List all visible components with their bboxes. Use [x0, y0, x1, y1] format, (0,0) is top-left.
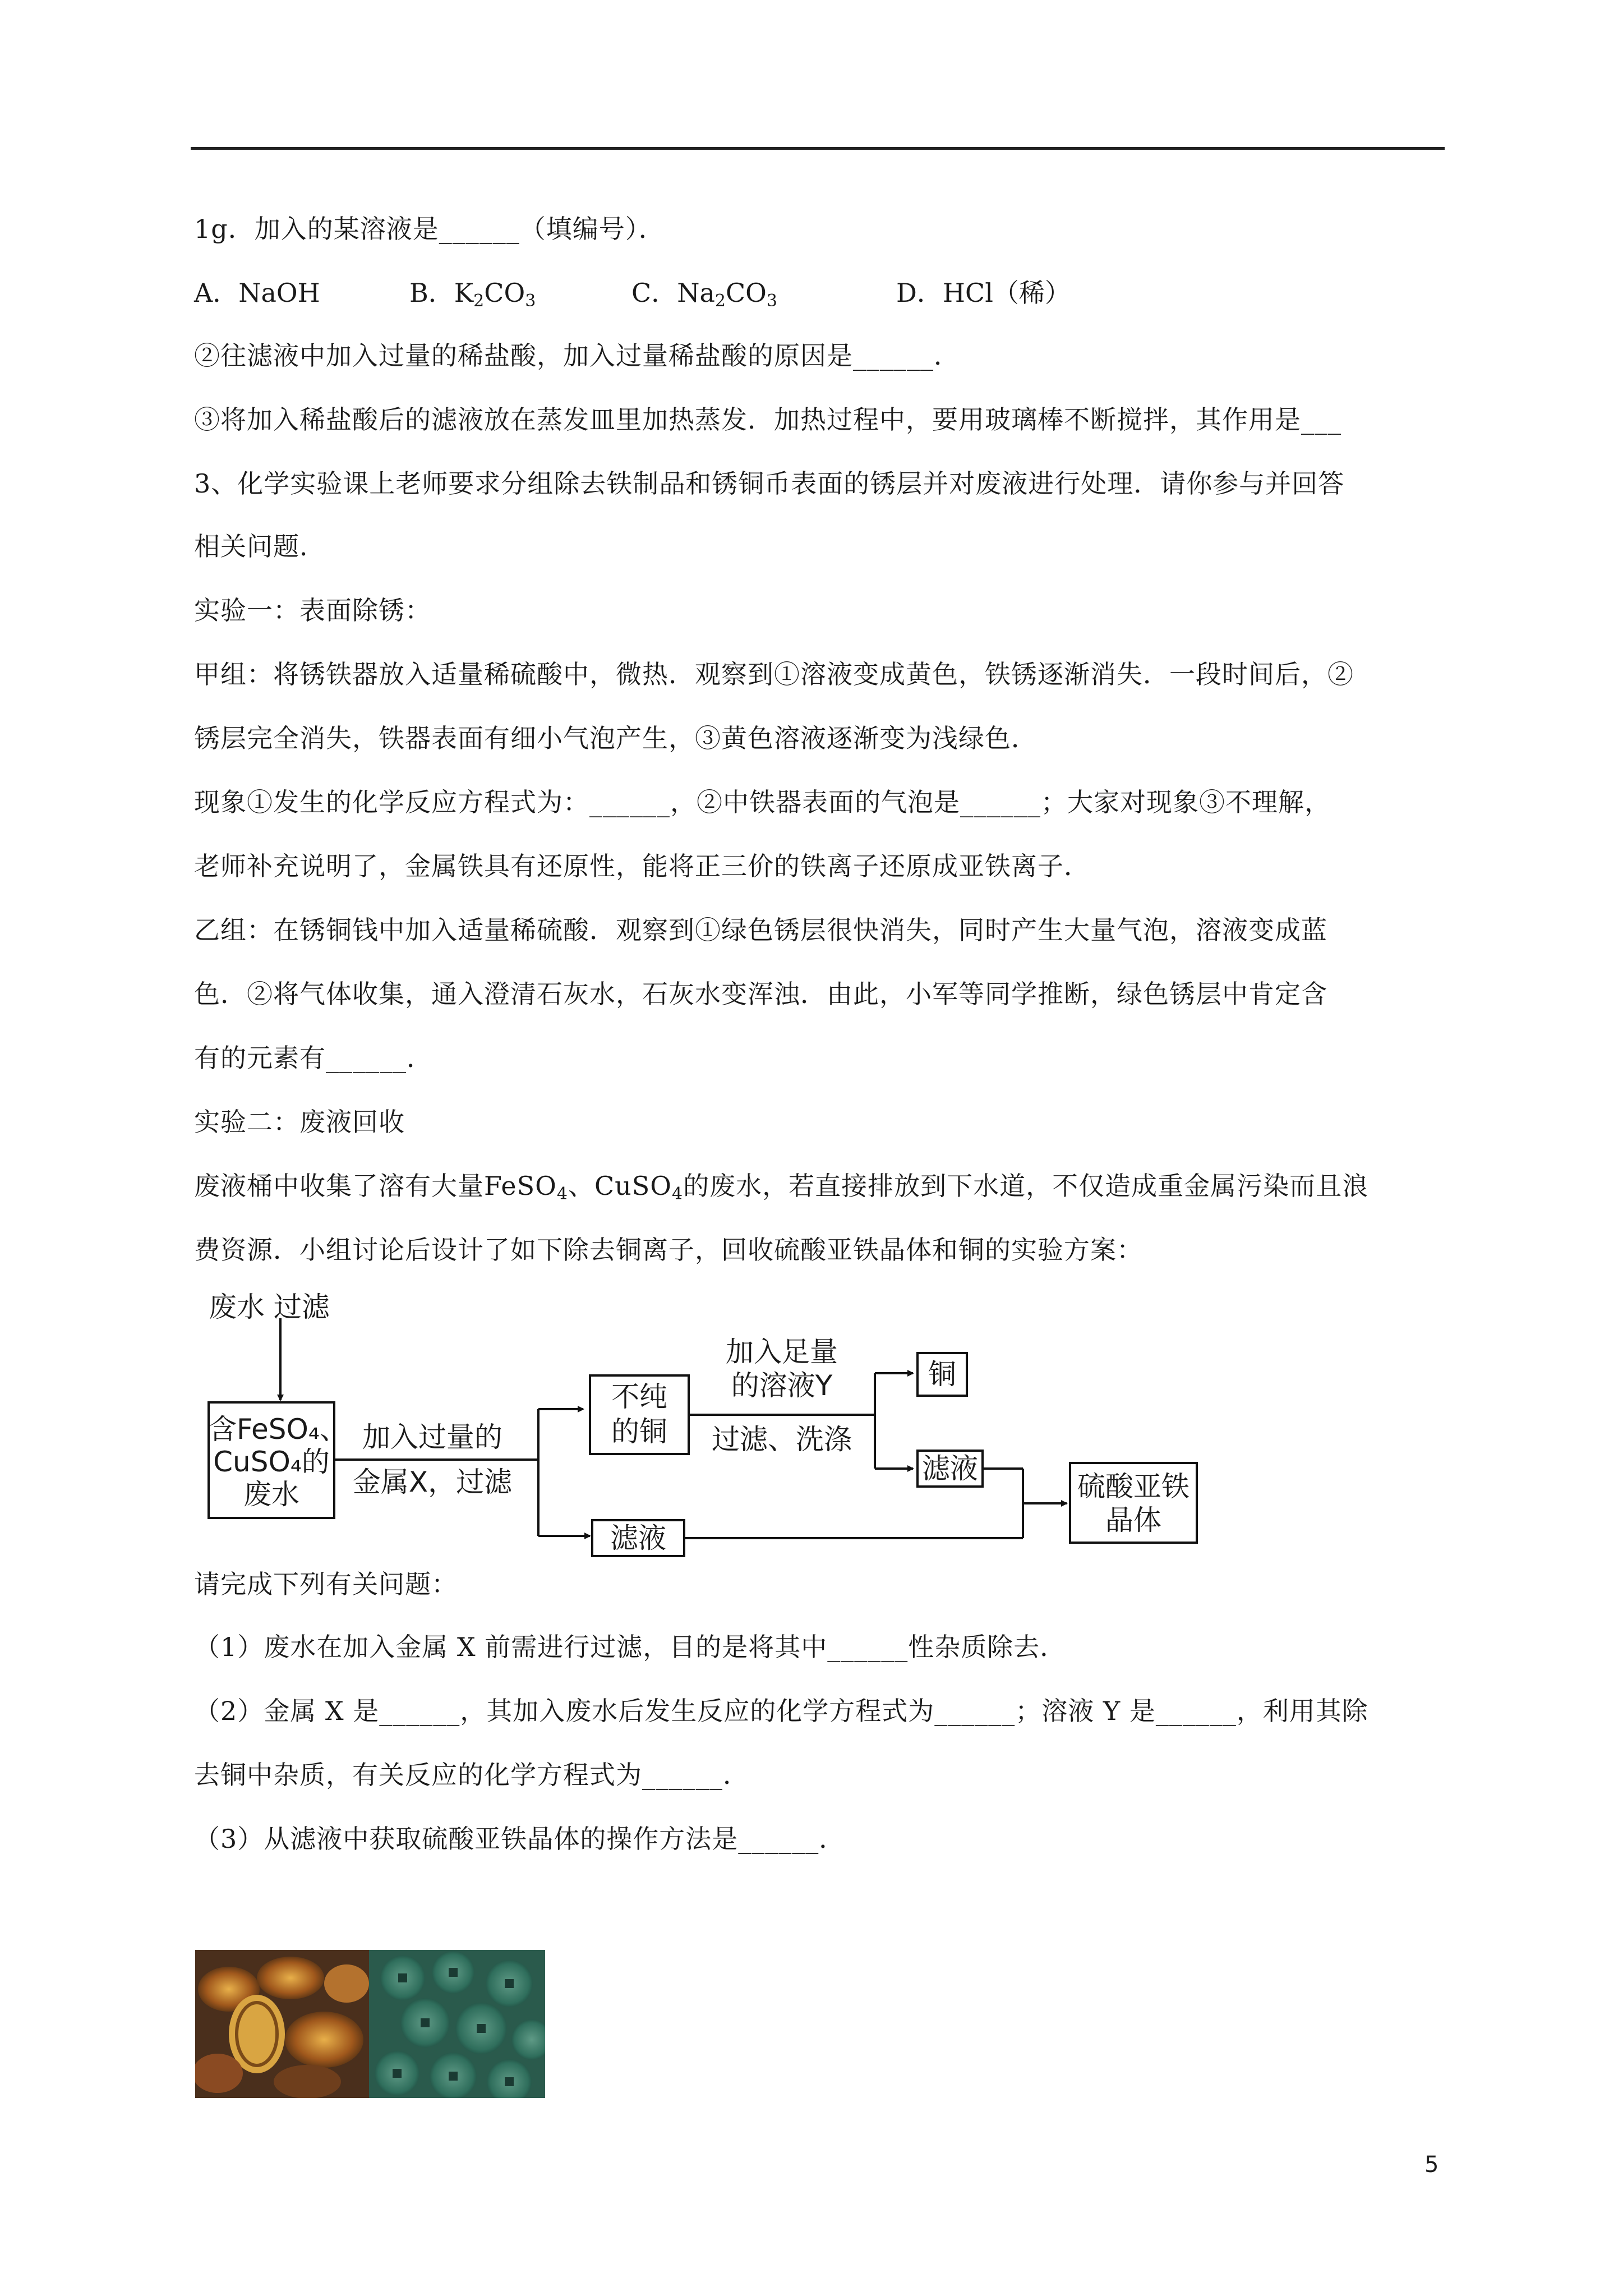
copper-box-label: 铜 — [928, 1358, 956, 1391]
box2-line1: 不纯 — [611, 1381, 667, 1413]
product-box-line1: 硫酸亚铁 — [1077, 1470, 1189, 1503]
question-3-intro: 3、化学实验课上老师要求分组除去铁制品和锈铜币表面的锈层并对废液进行处理．请你参与并回答 — [194, 468, 1345, 499]
waste-filter-label: 废水 过滤 — [209, 1291, 330, 1323]
arrow2-label-line2: 的溶液Y — [731, 1369, 833, 1402]
box1-line2: CuSO₄的 — [213, 1446, 330, 1478]
filtrate-bottom-label: 滤液 — [610, 1522, 666, 1554]
experiment-1-heading: 实验一：表面除锈： — [194, 595, 431, 625]
sub-question-3: （3）从滤液中获取硫酸亚铁晶体的操作方法是______． — [194, 1824, 846, 1854]
group-b-question: 有的元素有______． — [194, 1043, 433, 1073]
header-rule — [191, 147, 1445, 150]
sub-question-2: （2）金属 X 是______，其加入废水后发生反应的化学方程式为______；溶液 Y 是______，利用其除 — [194, 1696, 1368, 1726]
option-a: A．NaOH — [194, 278, 320, 308]
group-a-text: 甲组：将锈铁器放入适量稀硫酸中，微热．观察到①溶液变成黄色，铁锈逐渐消失．一段时间后，② — [194, 659, 1354, 689]
filtrate-top-label: 滤液 — [922, 1452, 978, 1485]
waste-liquid-text: 废液桶中收集了溶有大量FeSO$_4$、CuSO$_4$的废水，若直接排放到下水道，不仅造成重金属污染而且浪 — [194, 1171, 1369, 1204]
teacher-note: 老师补充说明了，金属铁具有还原性，能将正三价的铁离子还原成亚铁离子． — [194, 851, 1090, 881]
question-text-2: ②往滤液中加入过量的稀盐酸，加入过量稀盐酸的原因是______． — [194, 341, 960, 371]
product-box-line2: 晶体 — [1105, 1504, 1161, 1536]
sub-question-1: （1）废水在加入金属 X 前需进行过滤，目的是将其中______性杂质除去． — [194, 1632, 1067, 1662]
question-3-intro-cont: 相关问题． — [194, 531, 326, 562]
box2-line2: 的铜 — [611, 1415, 667, 1448]
arrow2-label-line3: 过滤、洗涤 — [712, 1423, 852, 1456]
option-c: C．$Na_2CO_3$ — [631, 278, 777, 311]
sub-questions-heading: 请完成下列有关问题： — [194, 1569, 458, 1599]
box1-line3: 废水 — [243, 1478, 299, 1511]
question-text-3: ③将加入稀盐酸后的滤液放在蒸发皿里加热蒸发．加热过程中，要用玻璃棒不断搅拌，其作用是___ — [194, 404, 1341, 435]
option-d: D．HCl（稀） — [896, 278, 1071, 308]
phenomenon-question: 现象①发生的化学反应方程式为：______，②中铁器表面的气泡是______；大家对现象③不理解， — [194, 787, 1331, 817]
experiment-2-heading: 实验二：废液回收 — [194, 1107, 405, 1137]
sub-question-2-cont: 去铜中杂质，有关反应的化学方程式为______． — [194, 1760, 749, 1790]
option-b: B．$K_2CO_3$ — [409, 278, 536, 311]
arrow1-label-line1: 加入过量的 — [362, 1421, 502, 1453]
arrow1-label-line2: 金属X，过滤 — [352, 1466, 513, 1498]
group-b-text-cont: 色．②将气体收集，通入澄清石灰水，石灰水变浑浊．由此，小军等同学推断，绿色锈层中肯定含 — [194, 979, 1327, 1009]
flowchart — [191, 1290, 1211, 1559]
arrow2-label-line1: 加入足量 — [726, 1336, 838, 1368]
rusted-objects-photo — [195, 1950, 545, 2098]
waste-liquid-text-cont: 费资源．小组讨论后设计了如下除去铜离子，回收硫酸亚铁晶体和铜的实验方案： — [194, 1235, 1143, 1265]
group-b-text: 乙组：在锈铜钱中加入适量稀硫酸．观察到①绿色锈层很快消失，同时产生大量气泡，溶液变成蓝 — [194, 915, 1327, 945]
box1-line1: 含FeSO₄、 — [209, 1413, 348, 1446]
group-a-text-cont: 锈层完全消失，铁器表面有细小气泡产生，③黄色溶液逐渐变为浅绿色． — [194, 723, 1038, 753]
page-number: 5 — [1424, 2152, 1439, 2178]
question-text-1g: 1g．加入的某溶液是______（填编号）． — [194, 214, 665, 244]
